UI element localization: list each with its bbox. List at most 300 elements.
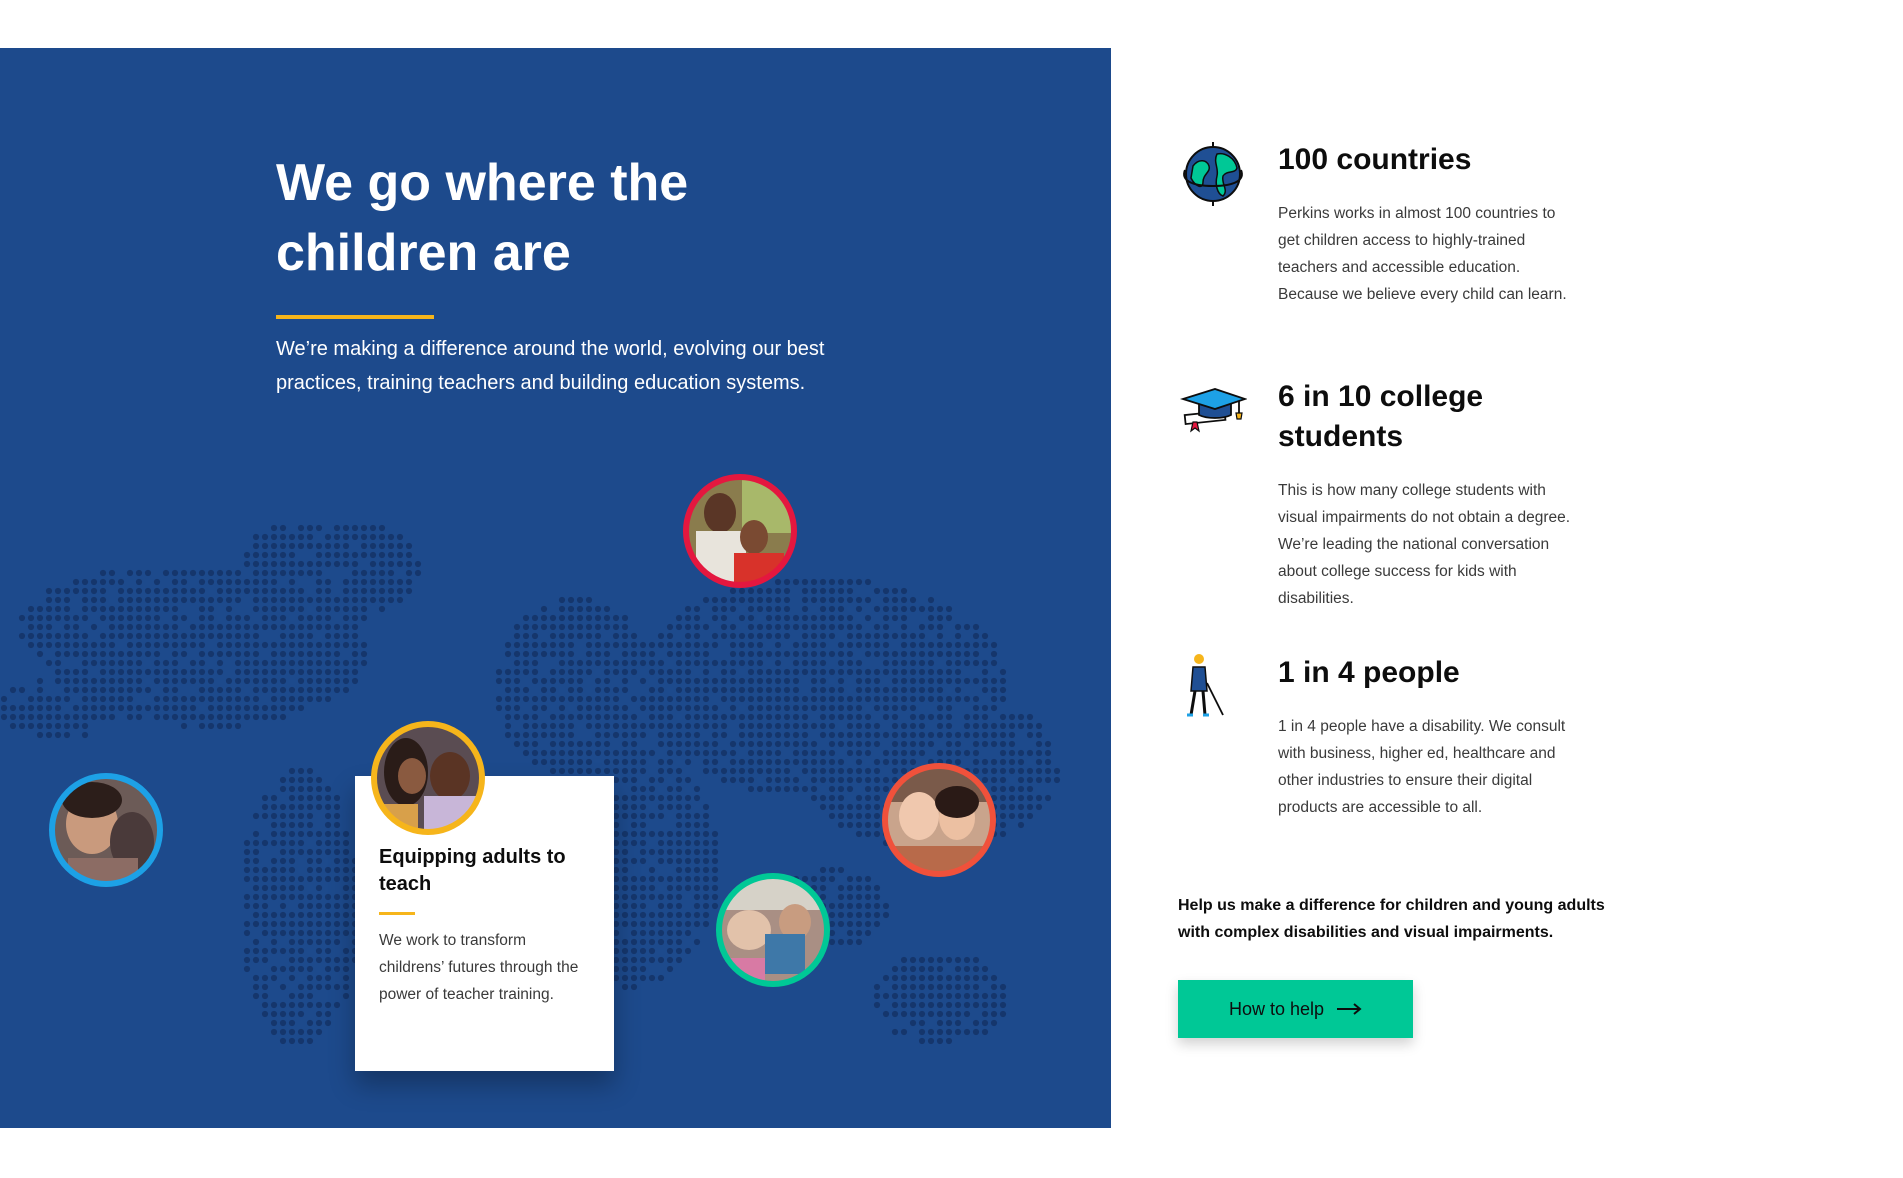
map-dot [811,660,817,666]
map-dot [514,669,520,675]
map-dot [523,669,529,675]
map-dot [298,957,304,963]
map-dot [874,741,880,747]
map-dot [712,858,718,864]
map-dot [334,957,340,963]
map-dot [658,939,664,945]
map-dot [325,678,331,684]
map-dot [307,957,313,963]
map-dot [289,993,295,999]
map-dot [253,633,259,639]
map-dot [46,696,52,702]
map-dot [964,651,970,657]
map-dot [235,696,241,702]
map-dot [127,687,133,693]
map-dot [820,867,826,873]
map-dot [307,534,313,540]
map-dot [298,669,304,675]
map-dot [586,723,592,729]
map-dot [964,678,970,684]
map-dot [397,579,403,585]
map-dot [874,624,880,630]
map-dot [271,678,277,684]
map-dot [901,723,907,729]
map-dot [829,588,835,594]
map-dot [343,921,349,927]
map-dot [163,624,169,630]
map-dot [811,750,817,756]
map-dot [802,651,808,657]
map-dot [253,984,259,990]
map-dot [739,615,745,621]
map-dot [199,714,205,720]
map-dot [901,624,907,630]
map-dot [865,903,871,909]
map-dot [163,714,169,720]
map-dot [100,606,106,612]
map-dot [532,750,538,756]
map-dot [640,759,646,765]
map-dot [208,678,214,684]
map-dot [802,705,808,711]
map-dot [1,714,7,720]
map-dot [271,813,277,819]
map-dot [865,696,871,702]
map-dot [667,849,673,855]
map-dot [325,876,331,882]
map-dot [919,606,925,612]
map-dot [550,624,556,630]
map-dot [829,606,835,612]
map-dot [172,651,178,657]
map-dot [685,849,691,855]
map-dot [748,633,754,639]
map-dot [316,1020,322,1026]
map-dot [271,831,277,837]
map-dot [847,723,853,729]
map-dot [568,696,574,702]
map-dot [784,741,790,747]
map-dot [172,633,178,639]
map-dot [28,696,34,702]
map-dot [946,705,952,711]
map-dot [316,597,322,603]
map-dot [793,741,799,747]
map-dot [667,957,673,963]
map-dot [712,750,718,756]
map-dot [766,741,772,747]
map-dot [127,678,133,684]
map-dot [604,696,610,702]
map-dot [703,840,709,846]
photo-americas[interactable] [48,772,164,888]
map-dot [955,624,961,630]
map-dot [631,813,637,819]
map-dot [892,687,898,693]
map-dot [703,759,709,765]
map-dot [892,678,898,684]
map-dot [343,858,349,864]
map-dot [586,759,592,765]
map-dot [172,624,178,630]
map-dot [118,624,124,630]
map-dot [865,930,871,936]
map-dot [334,840,340,846]
map-dot [289,552,295,558]
map-dot [145,669,151,675]
map-dot [766,588,772,594]
map-dot [955,687,961,693]
map-dot [865,714,871,720]
map-dot [613,660,619,666]
map-dot [172,678,178,684]
map-dot [73,579,79,585]
map-dot [856,777,862,783]
map-dot [694,912,700,918]
map-dot [901,615,907,621]
map-dot [847,579,853,585]
map-dot [685,795,691,801]
map-dot [847,705,853,711]
map-dot [631,885,637,891]
map-dot [757,759,763,765]
map-dot [514,696,520,702]
map-dot [298,705,304,711]
map-dot [217,696,223,702]
map-dot [703,750,709,756]
map-dot [145,597,151,603]
map-dot [397,588,403,594]
map-dot [208,723,214,729]
map-dot [847,651,853,657]
map-dot [505,687,511,693]
map-dot [262,660,268,666]
map-dot [253,624,259,630]
map-dot [667,633,673,639]
map-dot [208,597,214,603]
map-dot [118,705,124,711]
map-dot [622,849,628,855]
map-dot [406,552,412,558]
map-dot [208,669,214,675]
map-dot [784,651,790,657]
map-dot [55,669,61,675]
map-dot [766,732,772,738]
map-dot [127,696,133,702]
map-dot [28,642,34,648]
map-dot [604,642,610,648]
map-dot [118,660,124,666]
map-dot [289,651,295,657]
map-dot [73,615,79,621]
map-dot [703,804,709,810]
map-dot [37,606,43,612]
map-dot [649,786,655,792]
map-dot [649,831,655,837]
map-dot [262,876,268,882]
map-dot [955,993,961,999]
map-dot [937,966,943,972]
photo-teacher[interactable] [370,720,486,836]
map-dot [820,768,826,774]
map-dot [28,615,34,621]
map-dot [253,597,259,603]
map-dot [523,642,529,648]
map-dot [982,642,988,648]
map-dot [901,606,907,612]
map-dot [748,759,754,765]
map-dot [532,642,538,648]
map-dot [280,570,286,576]
map-dot [622,840,628,846]
map-dot [289,642,295,648]
map-dot [568,759,574,765]
map-dot [280,678,286,684]
map-dot [82,597,88,603]
map-dot [703,723,709,729]
map-dot [244,588,250,594]
map-dot [307,921,313,927]
map-dot [622,750,628,756]
map-dot [973,678,979,684]
map-dot [352,642,358,648]
map-dot [1000,723,1006,729]
map-dot [685,678,691,684]
map-dot [1054,768,1060,774]
map-dot [703,651,709,657]
map-dot [703,813,709,819]
map-dot [982,975,988,981]
map-dot [640,813,646,819]
map-dot [658,696,664,702]
map-dot [964,1029,970,1035]
map-dot [1000,1002,1006,1008]
map-dot [874,606,880,612]
map-dot [388,570,394,576]
map-dot [865,741,871,747]
map-dot [280,876,286,882]
map-dot [838,615,844,621]
map-dot [640,804,646,810]
map-dot [676,741,682,747]
map-dot [748,714,754,720]
map-dot [217,687,223,693]
map-dot [289,831,295,837]
map-dot [568,723,574,729]
map-dot [658,894,664,900]
map-dot [820,759,826,765]
map-dot [676,804,682,810]
map-dot [379,543,385,549]
map-dot [694,786,700,792]
map-dot [838,651,844,657]
map-dot [775,723,781,729]
map-dot [550,615,556,621]
map-dot [271,660,277,666]
map-dot [334,552,340,558]
map-dot [721,732,727,738]
map-dot [163,678,169,684]
map-dot [910,669,916,675]
map-dot [298,885,304,891]
stat-text: This is how many college students with visual impairments do not obtain a degree. We’re leading the national conversation about college success for kids with disabilities. [1278,482,1571,607]
map-dot [730,750,736,756]
map-dot [928,1002,934,1008]
map-dot [82,714,88,720]
map-dot [280,948,286,954]
map-dot [73,705,79,711]
map-dot [829,741,835,747]
map-dot [649,696,655,702]
map-dot [334,822,340,828]
map-dot [82,687,88,693]
map-dot [766,759,772,765]
map-dot [226,624,232,630]
map-dot [685,750,691,756]
map-dot [550,750,556,756]
map-dot [289,813,295,819]
map-dot [316,525,322,531]
map-dot [838,732,844,738]
map-dot [334,633,340,639]
map-dot [136,669,142,675]
map-dot [91,624,97,630]
map-dot [334,903,340,909]
map-dot [721,633,727,639]
map-dot [577,696,583,702]
map-dot [397,597,403,603]
map-dot [775,768,781,774]
map-dot [784,786,790,792]
map-dot [181,615,187,621]
map-dot [343,642,349,648]
map-dot [289,840,295,846]
map-dot [748,615,754,621]
map-dot [1000,732,1006,738]
map-dot [307,543,313,549]
map-dot [1027,768,1033,774]
map-dot [649,813,655,819]
photo-asia[interactable] [881,762,997,878]
map-dot [784,705,790,711]
map-dot [343,687,349,693]
map-dot [136,633,142,639]
map-dot [235,669,241,675]
map-dot [685,714,691,720]
map-dot [739,597,745,603]
map-dot [631,741,637,747]
map-dot [289,867,295,873]
map-dot [775,777,781,783]
map-dot [235,624,241,630]
map-dot [856,696,862,702]
map-dot [1000,696,1006,702]
map-dot [64,651,70,657]
map-dot [1027,795,1033,801]
map-dot [253,543,259,549]
map-dot [577,678,583,684]
map-dot [676,705,682,711]
map-dot [901,588,907,594]
map-dot [262,588,268,594]
map-dot [352,615,358,621]
map-dot [361,642,367,648]
map-dot [172,570,178,576]
map-dot [253,993,259,999]
map-dot [937,642,943,648]
map-dot [271,651,277,657]
map-dot [847,714,853,720]
map-dot [658,669,664,675]
map-dot [496,669,502,675]
map-dot [676,687,682,693]
map-dot [856,633,862,639]
map-dot [928,660,934,666]
map-dot [694,642,700,648]
map-dot [280,660,286,666]
map-dot [712,867,718,873]
map-dot [514,705,520,711]
map-dot [316,903,322,909]
map-dot [370,552,376,558]
map-dot [271,795,277,801]
map-dot [784,687,790,693]
map-dot [523,660,529,666]
map-dot [946,678,952,684]
map-dot [622,768,628,774]
map-dot [604,660,610,666]
map-dot [658,795,664,801]
map-dot [838,714,844,720]
map-dot [973,750,979,756]
map-dot [622,876,628,882]
how-to-help-button[interactable] [1178,980,1413,1038]
map-dot [154,705,160,711]
photo-india[interactable] [682,473,798,589]
map-dot [262,579,268,585]
map-dot [784,606,790,612]
map-dot [55,651,61,657]
map-dot [100,651,106,657]
map-dot [289,543,295,549]
map-dot [883,615,889,621]
map-dot [271,885,277,891]
map-dot [721,750,727,756]
map-dot [1036,732,1042,738]
map-dot [865,669,871,675]
map-dot [721,615,727,621]
hero-accent-rule [276,315,434,319]
map-dot [865,912,871,918]
map-dot [217,714,223,720]
map-dot [253,876,259,882]
map-dot [316,804,322,810]
map-dot [829,912,835,918]
map-dot [145,633,151,639]
map-dot [883,588,889,594]
map-dot [208,687,214,693]
map-dot [820,714,826,720]
map-dot [1045,750,1051,756]
map-dot [658,633,664,639]
map-dot [685,741,691,747]
map-dot [865,921,871,927]
map-dot [973,759,979,765]
map-dot [550,723,556,729]
map-dot [793,660,799,666]
map-dot [271,525,277,531]
photo-southeast-asia[interactable] [715,872,831,988]
